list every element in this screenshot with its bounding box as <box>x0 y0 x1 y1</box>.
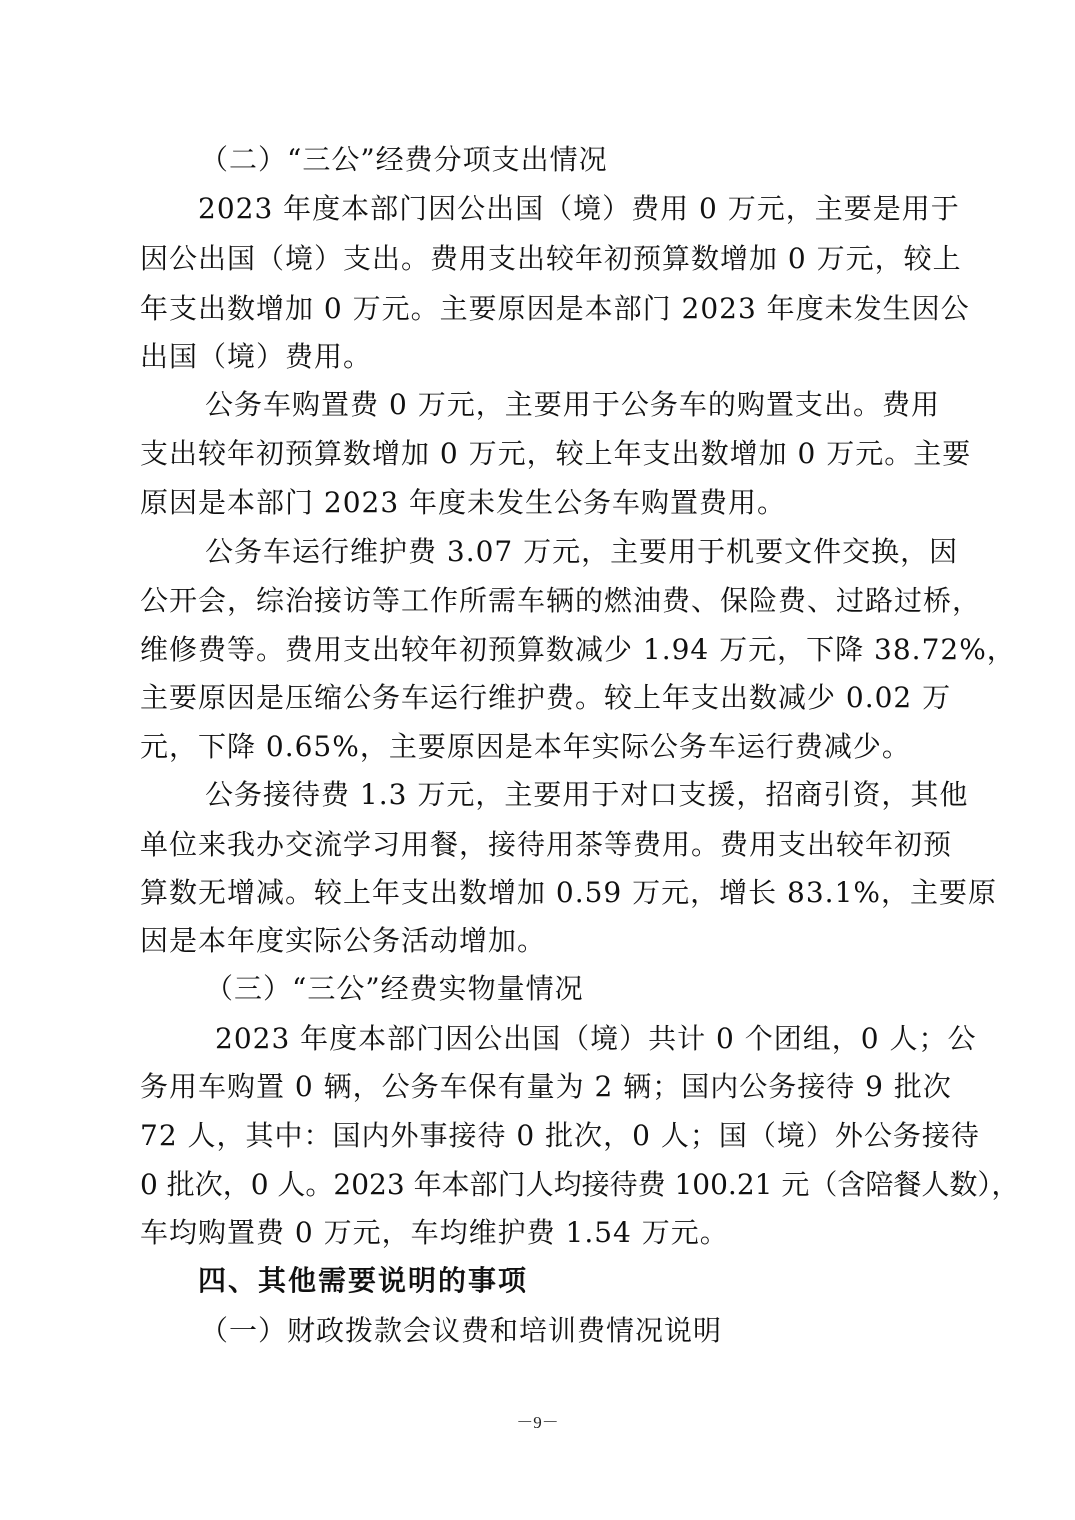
paragraph-line: 单位来我办交流学习用餐，接待用茶等费用。费用支出较年初预 <box>140 828 953 861</box>
paragraph-line: 因是本年度实际公务活动增加。 <box>140 924 547 957</box>
paragraph-line: 算数无增减。较上年支出数增加 0.59 万元，增长 83.1%，主要原 <box>140 876 997 909</box>
paragraph-line: 元，下降 0.65%，主要原因是本年实际公务车运行费减少。 <box>140 730 911 763</box>
paragraph-line: 车均购置费 0 万元，车均维护费 1.54 万元。 <box>140 1216 729 1249</box>
paragraph-line: 公务车运行维护费 3.07 万元，主要用于机要文件交换，因 <box>205 535 959 568</box>
paragraph-line: 出国（境）费用。 <box>140 340 373 373</box>
paragraph-line: 2023 年度本部门因公出国（境）费用 0 万元，主要是用于 <box>198 192 960 225</box>
paragraph-line: 支出较年初预算数增加 0 万元，较上年支出数增加 0 万元。主要 <box>140 437 972 470</box>
paragraph-line: 主要原因是压缩公务车运行维护费。较上年支出数减少 0.02 万 <box>140 681 952 714</box>
paragraph-line: 年支出数增加 0 万元。主要原因是本部门 2023 年度未发生因公 <box>140 292 970 325</box>
paragraph-line: 公务接待费 1.3 万元，主要用于对口支援，招商引资，其他 <box>205 778 969 811</box>
section-heading-1: （一）财政拨款会议费和培训费情况说明 <box>200 1314 723 1347</box>
paragraph-line: 72 人，其中：国内外事接待 0 批次，0 人；国（境）外公务接待 <box>140 1119 980 1152</box>
paragraph-line: 原因是本部门 2023 年度未发生公务车购置费用。 <box>140 486 787 519</box>
paragraph-line: 因公出国（境）支出。费用支出较年初预算数增加 0 万元，较上 <box>140 242 962 275</box>
paragraph-line: 公务车购置费 0 万元，主要用于公务车的购置支出。费用 <box>205 388 940 421</box>
paragraph-line: 0 批次，0 人。2023 年本部门人均接待费 100.21 元（含陪餐人数）， <box>140 1168 1020 1201</box>
chapter-heading: 四、其他需要说明的事项 <box>198 1264 529 1297</box>
page-number: －9－ <box>516 1413 559 1432</box>
paragraph-line: 务用车购置 0 辆，公务车保有量为 2 辆；国内公务接待 9 批次 <box>140 1070 952 1103</box>
paragraph-line: 2023 年度本部门因公出国（境）共计 0 个团组，0 人；公 <box>215 1022 977 1055</box>
section-heading-2: （二）“三公”经费分项支出情况 <box>200 143 608 176</box>
section-heading-3: （三）“三公”经费实物量情况 <box>205 972 584 1005</box>
paragraph-line: 维修费等。费用支出较年初预算数减少 1.94 万元，下降 38.72%， <box>140 633 1016 666</box>
paragraph-line: 公开会，综治接访等工作所需车辆的燃油费、保险费、过路过桥， <box>140 584 982 617</box>
